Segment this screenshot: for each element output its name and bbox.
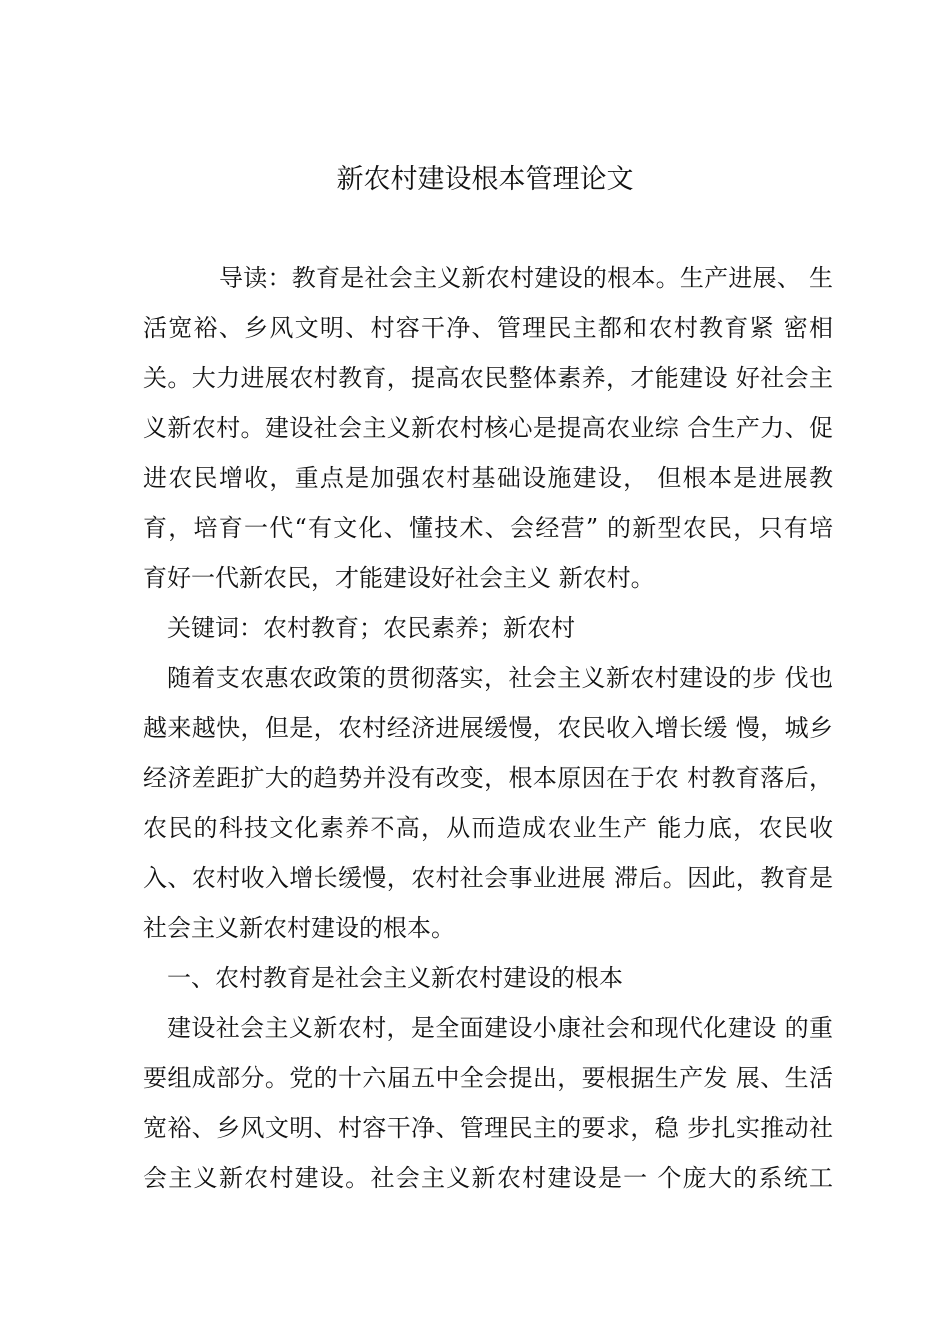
paragraph-line: 导读：教育是社会主义新农村建设的根本。生产进展、 生: [219, 264, 833, 292]
paragraph-line: 农民的科技文化素养不高，从而造成农业生产 能力底，农民收: [143, 814, 833, 842]
paragraph-line: 会主义新农村建设。社会主义新农村建设是一 个庞大的系统工: [143, 1164, 833, 1192]
document-title: 新农村建设根本管理论文: [336, 164, 634, 195]
section-heading: 一、农村教育是社会主义新农村建设的根本: [167, 964, 623, 992]
paragraph-line: 育，培育一代“有文化、懂技术、会经营” 的新型农民，只有培: [143, 514, 833, 542]
paragraph-line: 育好一代新农民，才能建设好社会主义 新农村。: [143, 564, 655, 592]
paragraph-line: 经济差距扩大的趋势并没有改变，根本原因在于农 村教育落后，: [143, 764, 833, 792]
paragraph-line: 宽裕、乡风文明、村容干净、管理民主的要求，稳 步扎实推动社: [143, 1114, 833, 1142]
paragraph-line: 随着支农惠农政策的贯彻落实，社会主义新农村建设的步 伐也: [167, 664, 833, 692]
paragraph-line: 越来越快，但是，农村经济进展缓慢，农民收入增长缓 慢，城乡: [143, 714, 833, 742]
paragraph-line: 要组成部分。党的十六届五中全会提出，要根据生产发 展、生活: [143, 1064, 833, 1092]
paragraph-line: 义新农村。建设社会主义新农村核心是提高农业综 合生产力、促: [143, 414, 833, 442]
keywords-line: 关键词：农村教育；农民素养；新农村: [167, 614, 575, 642]
paragraph-line: 入、农村收入增长缓慢，农村社会事业进展 滞后。因此，教育是: [143, 864, 833, 892]
paragraph-line: 建设社会主义新农村，是全面建设小康社会和现代化建设 的重: [167, 1014, 833, 1042]
paragraph-line: 关。大力进展农村教育，提高农民整体素养，才能建设 好社会主: [143, 364, 833, 392]
paragraph-line: 社会主义新农村建设的根本。: [143, 914, 455, 942]
paragraph-line: 进农民增收，重点是加强农村基础设施建设， 但根本是进展教: [143, 464, 833, 492]
paragraph-line: 活宽裕、乡风文明、村容干净、管理民主都和农村教育紧 密相: [143, 314, 833, 342]
